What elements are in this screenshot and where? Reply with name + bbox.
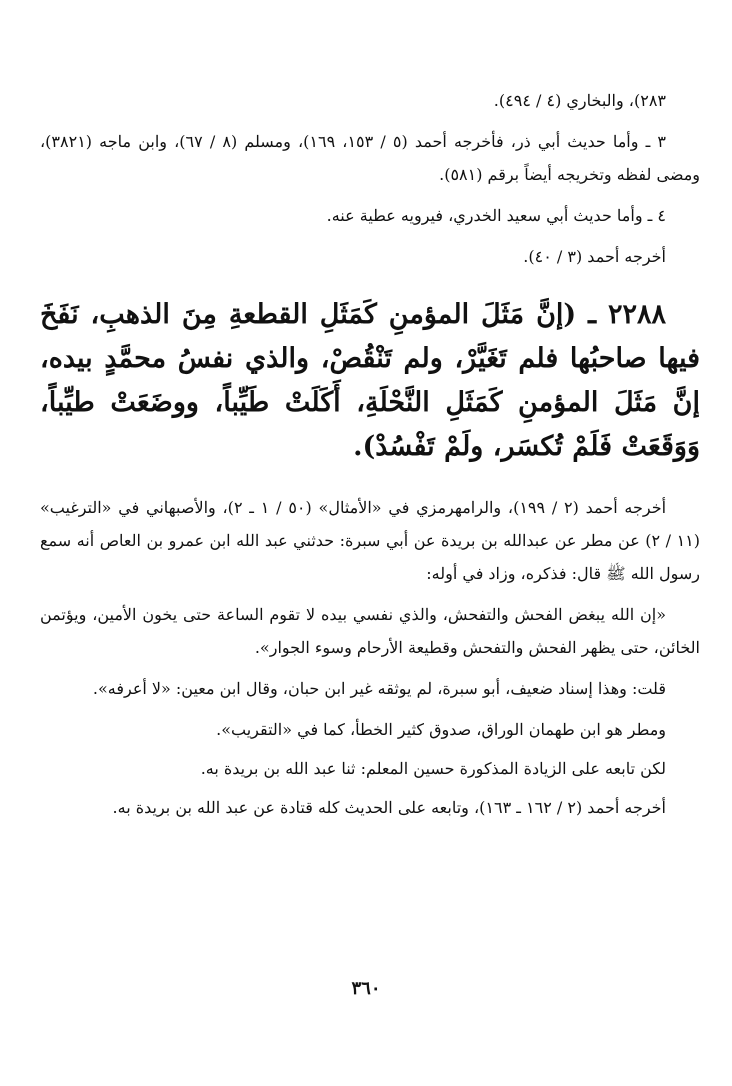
paragraph-takhrij: أخرجه أحمد (٢ / ١٩٩)، والرامهرمزي في «الأمثال» (٥٠ / ١ ـ ٢)، والأصبهاني في «الترغيب» (١١ / ٢) عن مطر عن عبدالله بن بريدة عن أبي سبرة: حدثني عبد الله ابن عمرو بن العاص أنه سمع رسول الله ﷺ قال: فذكره، وزاد في أوله: — [40, 498, 700, 583]
paragraph-abu-dharr: ٣ ـ وأما حديث أبي ذر، فأخرجه أحمد (٥ / ١٥٣، ١٦٩)، ومسلم (٨ / ٦٧)، وابن ماجه (٣٨٢١)، ومضى لفظه وتخريجه أيضاً برقم (٥٨١). — [40, 132, 700, 184]
paragraph-corroboration: لكن تابعه على الزيادة المذكورة حسين المعلم: ثنا عبد الله بن بريدة به. — [200, 759, 666, 778]
page-body — [40, 84, 700, 832]
page-number: ٣٦٠ — [351, 978, 381, 999]
paragraph-addition-quote: «إن الله يبغض الفحش والتفحش، والذي نفسي بيده لا تقوم الساعة حتى يخون الأمين، ويؤتمن الخائن، حتى يظهر الفحش والتفحش وقطيعة الأرحام وسوء الجوار». — [40, 605, 700, 657]
paragraph-abu-said: ٤ ـ وأما حديث أبي سعيد الخدري، فيرويه عطية عنه. — [326, 206, 666, 225]
paragraph-matar: ومطر هو ابن طهمان الوراق، صدوق كثير الخطأ، كما في «التقريب». — [216, 720, 666, 739]
paragraph-ahmad-reference: أخرجه أحمد (٣ / ٤٠). — [523, 247, 666, 266]
hadith-text: ٢٢٨٨ ـ (إنَّ مَثَلَ المؤمنِ كَمَثَلِ القطعةِ مِنَ الذهبِ، نَفَخَ فيها صاحبُها فلم تَغَيَّرْ، ولم تَنْقُصْ، والذي نفسُ محمَّدٍ بيده، إنَّ مَثَلَ المؤمنِ كَمَثَلِ النَّحْلَةِ، أَكَلَتْ طَيِّباً، ووضَعَتْ طيِّباً، وَوَقَعَتْ فَلَمْ تُكسَر، ولَمْ تَفْسُدْ). — [40, 299, 700, 462]
paragraph-isnad-comment: قلت: وهذا إسناد ضعيف، أبو سبرة، لم يوثقه غير ابن حبان، وقال ابن معين: «لا أعرفه». — [92, 679, 666, 698]
paragraph-final-takhrij: أخرجه أحمد (٢ / ١٦٢ ـ ١٦٣)، وتابعه على الحديث كله قتادة عن عبد الله بن بريدة به. — [112, 798, 666, 817]
paragraph-bukhari-reference: ٢٨٣)، والبخاري (٤ / ٤٩٤). — [493, 91, 666, 110]
